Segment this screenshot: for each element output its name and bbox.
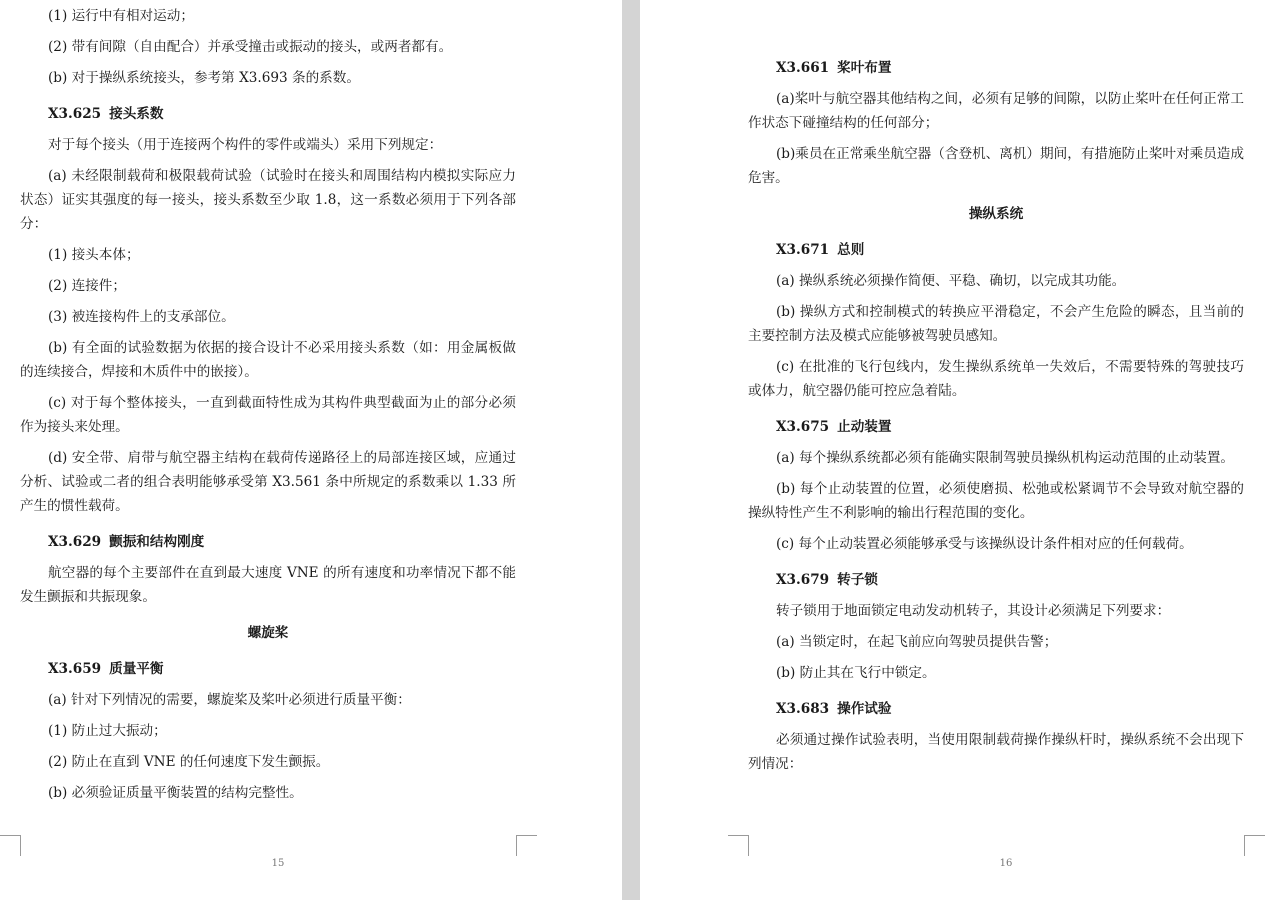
paragraph: (c) 每个止动装置必须能够承受与该操纵设计条件相对应的任何载荷。	[776, 536, 1193, 552]
section-heading	[776, 415, 1244, 439]
paragraph: (2) 连接件；	[48, 278, 126, 294]
paragraph: (b)乘员在正常乘坐航空器（含登机、离机）期间，有措施防止桨叶对乘员造成危害。	[748, 146, 1244, 186]
paragraph: (3) 被连接构件上的支承部位。	[48, 309, 235, 325]
section-number: X3.675	[776, 419, 830, 435]
paragraph: (a)桨叶与航空器其他结构之间，必须有足够的间隙，以防止桨叶在任何正常工作状态下碰撞结构的任何部分；	[748, 91, 1244, 131]
section-title: 操作试验	[837, 701, 892, 717]
section-title: 质量平衡	[109, 661, 164, 677]
section-title: 接头系数	[109, 106, 164, 122]
chapter-heading: 操纵系统	[968, 206, 1024, 222]
paragraph: 航空器的每个主要部件在直到最大速度 VNE 的所有速度和功率情况下都不能发生颤振和共振现象。	[20, 565, 516, 605]
crop-mark-bottom-right	[516, 835, 537, 856]
document-page-right	[640, 0, 1280, 900]
paragraph: 对于每个接头（用于连接两个构件的零件或端头）采用下列规定：	[48, 137, 443, 153]
paragraph: (c) 在批准的飞行包线内，发生操纵系统单一失效后，不需要特殊的驾驶技巧或体力，航空器仍能可控应急着陆。	[748, 359, 1244, 399]
paragraph: (c) 对于每个整体接头，一直到截面特性成为其构件典型截面为止的部分必须作为接头来处理。	[20, 395, 516, 435]
paragraph: (a) 每个操纵系统都必须有能确实限制驾驶员操纵机构运动范围的止动装置。	[776, 450, 1235, 466]
paragraph: (1) 防止过大振动；	[48, 723, 167, 739]
paragraph: (b) 必须验证质量平衡装置的结构完整性。	[48, 785, 303, 801]
paragraph: (b) 对于操纵系统接头，参考第 X3.693 条的系数。	[48, 70, 360, 86]
paragraph: (d) 安全带、肩带与航空器主结构在载荷传递路径上的局部连接区域，应通过分析、试验或二者的组合表明能够承受第 X3.561 条中所规定的系数乘以 1.33 所产生的惯性载荷。	[20, 450, 516, 514]
section-number: X3.683	[776, 701, 830, 717]
paragraph: (a) 操纵系统必须操作简便、平稳、确切，以完成其功能。	[776, 273, 1126, 289]
section-title: 转子锁	[837, 572, 878, 588]
page-number: 16	[999, 858, 1013, 869]
section-heading	[48, 102, 516, 126]
section-number: X3.679	[776, 572, 830, 588]
section-heading	[776, 697, 1244, 721]
section-heading	[776, 56, 1244, 80]
page-content	[748, 44, 1244, 783]
paragraph: (b) 操纵方式和控制模式的转换应平滑稳定，不会产生危险的瞬态，且当前的主要控制方法及模式应能够被驾驶员感知。	[748, 304, 1244, 344]
paragraph: (1) 运行中有相对运动；	[48, 8, 194, 24]
section-heading	[48, 657, 516, 681]
page-content	[20, 4, 516, 812]
section-number: X3.661	[776, 60, 830, 76]
paragraph: (a) 当锁定时，在起飞前应向驾驶员提供告警；	[776, 634, 1058, 650]
crop-mark-bottom-left	[0, 835, 21, 856]
section-heading	[776, 238, 1244, 262]
paragraph: 转子锁用于地面锁定电动发动机转子，其设计必须满足下列要求：	[776, 603, 1171, 619]
paragraph: (2) 防止在直到 VNE 的任何速度下发生颤振。	[48, 754, 330, 770]
page-number: 15	[271, 858, 285, 869]
paragraph: (2) 带有间隙（自由配合）并承受撞击或振动的接头，或两者都有。	[48, 39, 453, 55]
section-title: 止动装置	[837, 419, 892, 435]
crop-mark-bottom-right	[1244, 835, 1265, 856]
section-number: X3.671	[776, 242, 830, 258]
paragraph: (b) 有全面的试验数据为依据的接合设计不必采用接头系数（如：用金属板做的连续接合，焊接和木质件中的嵌接）。	[20, 340, 516, 380]
section-number: X3.659	[48, 661, 102, 677]
section-heading	[48, 530, 516, 554]
chapter-heading: 螺旋桨	[247, 625, 289, 641]
document-page-left	[0, 0, 622, 900]
paragraph: (1) 接头本体；	[48, 247, 140, 263]
section-title: 桨叶布置	[837, 60, 892, 76]
section-title: 总则	[837, 242, 865, 258]
paragraph: (b) 每个止动装置的位置，必须使磨损、松弛或松紧调节不会导致对航空器的操纵特性产生不利影响的输出行程范围的变化。	[748, 481, 1244, 521]
paragraph: (a) 针对下列情况的需要，螺旋桨及桨叶必须进行质量平衡：	[48, 692, 411, 708]
section-number: X3.629	[48, 534, 102, 550]
paragraph: (b) 防止其在飞行中锁定。	[776, 665, 936, 681]
section-heading	[776, 568, 1244, 592]
section-number: X3.625	[48, 106, 102, 122]
section-title: 颤振和结构刚度	[109, 534, 205, 550]
paragraph: (a) 未经限制载荷和极限载荷试验（试验时在接头和周围结构内模拟实际应力状态）证实其强度的每一接头，接头系数至少取 1.8，这一系数必须用于下列各部分：	[20, 168, 516, 232]
paragraph: 必须通过操作试验表明，当使用限制载荷操作操纵杆时，操纵系统不会出现下列情况：	[748, 732, 1244, 772]
crop-mark-bottom-left	[728, 835, 749, 856]
